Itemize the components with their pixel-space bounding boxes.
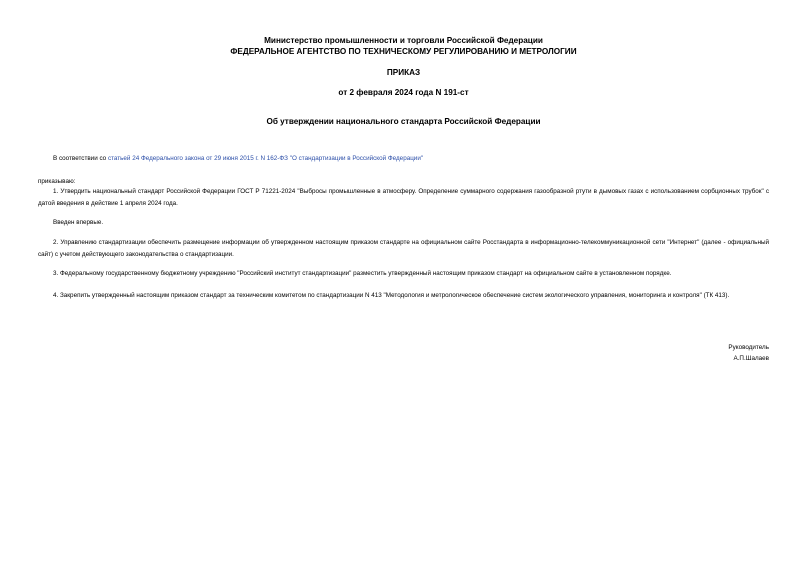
law-article-link[interactable]: статьей 24 Федерального закона от 29 июня 2015 г. N 162-ФЗ "О стандартизации в Российской Федерации" [107,155,424,162]
ministry-name: Министерство промышленности и торговли Российской Федерации [264,36,543,45]
signature-name: А.П.Шалаев [733,355,769,362]
introduced-note: Введен впервые. [53,219,104,226]
item-1: 1. Утвердить национальный стандарт Российской Федерации ГОСТ Р 71221-2024 "Выбросы промышленные в атмосферу. Определение суммарного содержания газообразной ртути в дымовых газах с использованием сорбционных трубок" с датой введения в действие 1 апреля 2024 года. [38,188,769,207]
item-4: 4. Закрепить утвержденный настоящим приказом стандарт за техническим комитетом по стандартизации N 413 "Методология и метрологическое обеспечение систем экологического управления, мониторинга и контроля" (ТК 413). [53,292,730,299]
item-3: 3. Федеральному государственному бюджетному учреждению "Российский институт стандартизации" разместить утвержденный настоящим приказом стандарт на официальном сайте в установленном порядке. [53,270,672,277]
document-date-number: от 2 февраля 2024 года N 191-ст [338,88,469,97]
preamble-prefix: В соответствии со [53,155,108,162]
document-title: Об утверждении национального стандарта Российской Федерации [266,117,541,126]
order-word: приказываю: [38,178,76,185]
signature-position: Руководитель [728,344,769,351]
agency-name: ФЕДЕРАЛЬНОЕ АГЕНТСТВО ПО ТЕХНИЧЕСКОМУ РЕГУЛИРОВАНИЮ И МЕТРОЛОГИИ [230,47,577,56]
item-2: 2. Управлению стандартизации обеспечить размещение информации об утвержденном настоящим приказом стандарте на официальном сайте Росстандарта в информационно-телекоммуникационной сети "Интернет" (далее - официальный сайт) с учетом действующего законодательства о стандартизации. [38,239,769,258]
document-type: ПРИКАЗ [386,68,421,77]
preamble [38,153,769,165]
